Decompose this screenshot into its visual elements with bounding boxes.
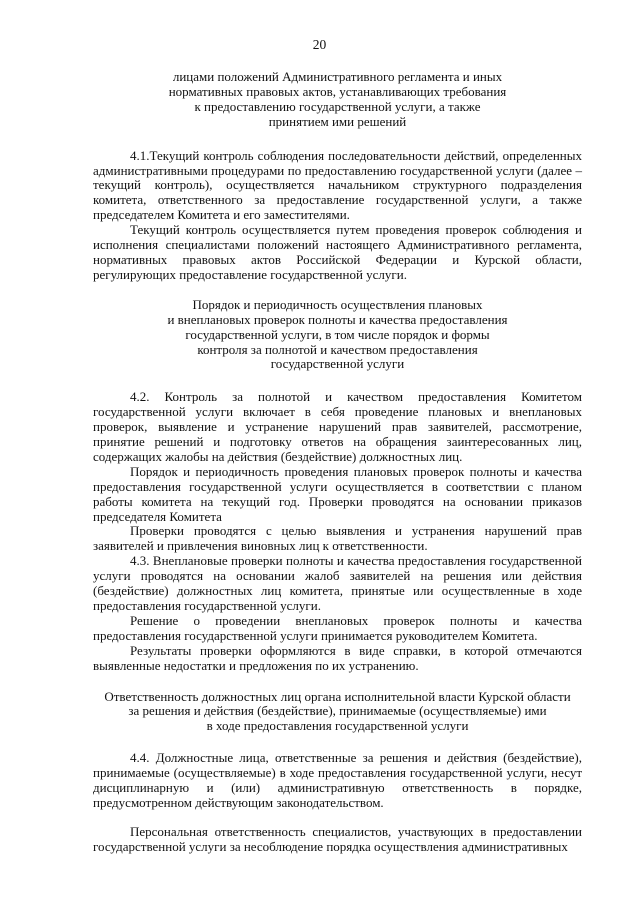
heading-line: к предоставлению государственной услуги, а также bbox=[194, 98, 481, 114]
paragraph-current-control: Текущий контроль осуществляется путем проведения проверок соблюдения и исполнения специалистами положений настоящего Административного регламента, нормативных правовых актов Российской Федерации и Курской области, регулирующих предоставление государственной услуги. bbox=[93, 222, 582, 282]
paragraph-planned-inspections: Порядок и периодичность проведения плановых проверок полноты и качества предоставления государственной услуги осуществляется в соответствии с планом работы комитета на текущий год. Проверки проводятся на основании приказов председателя Комитета bbox=[93, 463, 582, 524]
heading-line: нормативных правовых актов, устанавливающих требования bbox=[168, 83, 507, 99]
heading-line: Порядок и периодичность осуществления плановых bbox=[192, 296, 483, 312]
heading-line: в ходе предоставления государственной услуги bbox=[206, 718, 469, 734]
heading-line: лицами положений Административного регламента и иных bbox=[172, 69, 503, 84]
paragraph-4-1: 4.1.Текущий контроль соблюдения последовательности действий, определенных административными процедурами по предоставлению государственной услуги (далее – текущий контроль), осуществляется начальником структурного подразделения комитета, ответственного за предоставление государственной услуги, а также председателем Комитета и его заместителями. bbox=[93, 147, 582, 223]
paragraph-inspection-results: Результаты проверки оформляются в виде справки, в которой отмечаются выявленные недостатки и предложения по их устранению. bbox=[93, 642, 582, 673]
heading-line: за решения и действия (бездействие), принимаемые (осуществляемые) ими bbox=[128, 703, 547, 719]
heading-line: и внеплановых проверок полноты и качества предоставления bbox=[167, 311, 508, 327]
heading-line: Ответственность должностных лиц органа исполнительной власти Курской области bbox=[104, 688, 571, 704]
heading-responsibility bbox=[93, 690, 582, 735]
page-content bbox=[93, 70, 582, 855]
heading-line: контроля за полнотой и качеством предоставления bbox=[197, 341, 478, 357]
paragraph-4-4: 4.4. Должностные лица, ответственные за решения и действия (бездействие), принимаемые (осуществляемые) в ходе предоставления государственной услуги, несут дисциплинарную и (или) административную ответственность в порядке, предусмотренном действующим законодательством. bbox=[93, 750, 582, 810]
heading-line: государственной услуги bbox=[270, 356, 405, 372]
paragraph-personal-responsibility: Персональная ответственность специалистов, участвующих в предоставлении государственной услуги за несоблюдение порядка осуществления административных bbox=[93, 823, 582, 854]
paragraph-4-2: 4.2. Контроль за полнотой и качеством предоставления Комитетом государственной услуги включает в себя проведение плановых и внеплановых проверок, выявление и устранение нарушений прав заявителей, рассмотрение, принятие решений и подготовку ответов на обращения заинтересованных лиц, содержащих жалобы на действия (бездействие) должностных лиц. bbox=[93, 389, 582, 464]
paragraph-unplanned-decision: Решение о проведении внеплановых проверок полноты и качества предоставления государственной услуги принимается руководителем Комитета. bbox=[93, 612, 582, 643]
paragraph-4-3: 4.3. Внеплановые проверки полноты и качества предоставления государственной услуги проводятся на основании жалоб заявителей на решения или действия (бездействие) должностных лиц комитета, принятые или осуществленные в ходе предоставления государственной услуги. bbox=[93, 553, 582, 613]
heading-line: принятием ими решений bbox=[268, 113, 407, 129]
heading-control-decisions bbox=[93, 70, 582, 130]
paragraph-inspection-purpose: Проверки проводятся с целью выявления и устранения нарушений прав заявителей и привлечения виновных лиц к ответственности. bbox=[93, 523, 582, 554]
page-number: 20 bbox=[312, 37, 327, 52]
heading-line: государственной услуги, в том числе порядок и формы bbox=[185, 326, 490, 342]
heading-inspections bbox=[93, 298, 582, 373]
